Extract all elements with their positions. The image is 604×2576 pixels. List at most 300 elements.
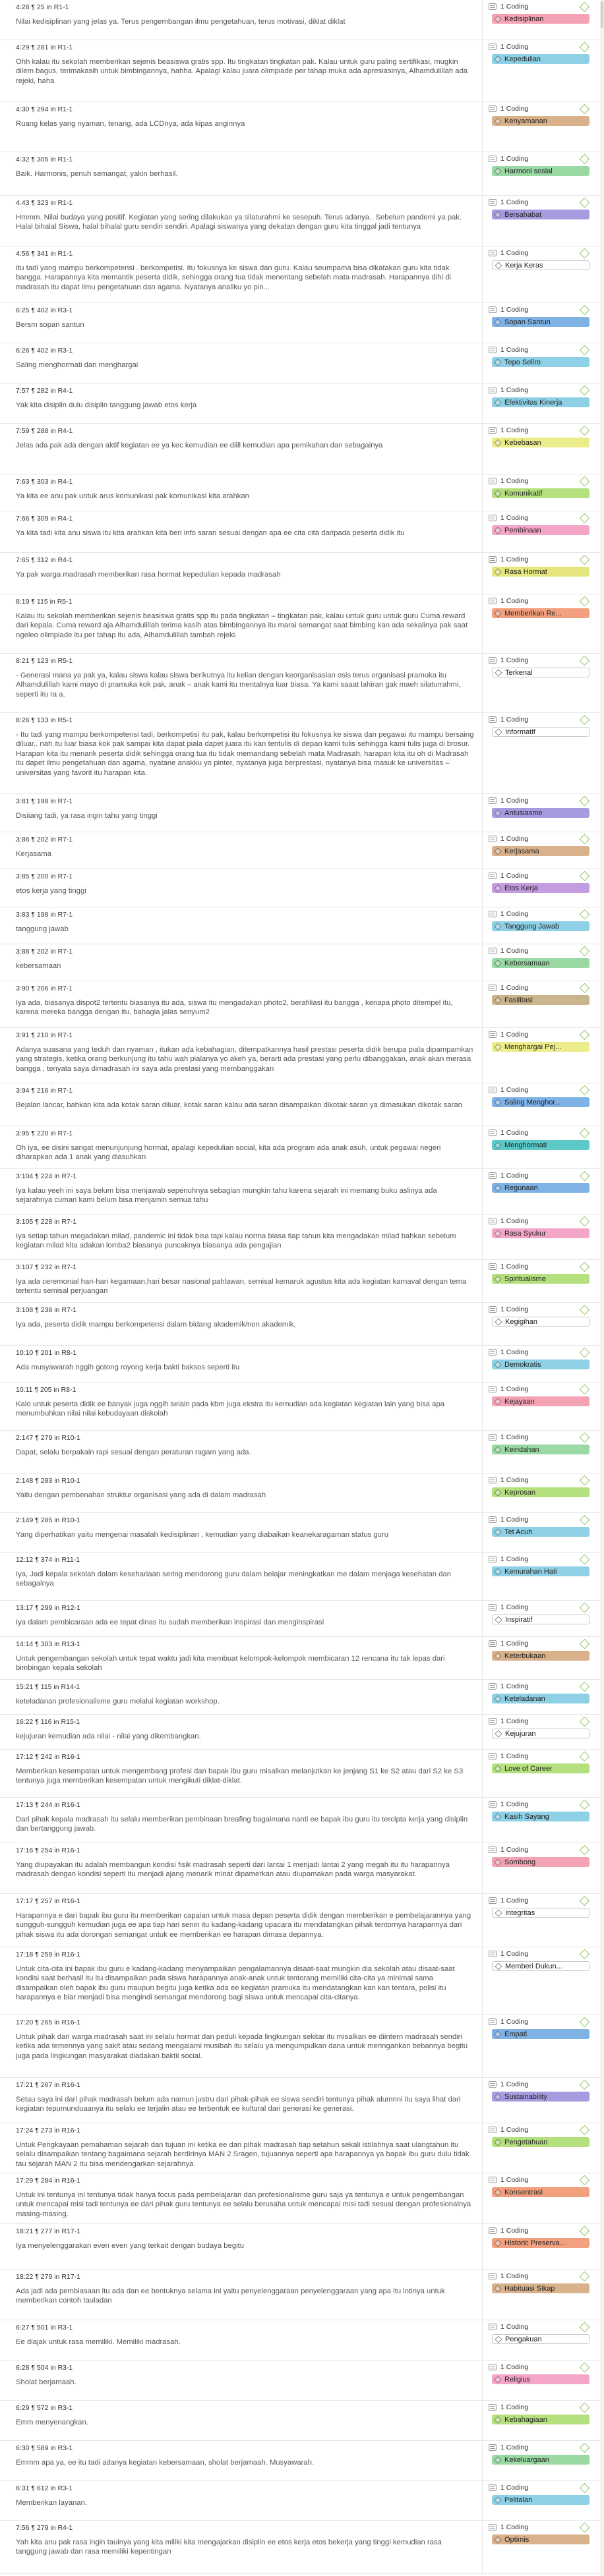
quotation-document[interactable]: R1-1 [57,43,73,51]
quotation-meta [16,1555,474,1564]
quotation-document[interactable]: R4-1 [57,2524,73,2532]
quotation-row[interactable] [0,2320,604,2361]
code-tag-label: Tanggung Jawab [504,922,560,930]
code-diamond-icon[interactable] [580,1216,590,1227]
quotation-document[interactable]: R14-1 [61,1683,80,1691]
code-tag[interactable] [492,1445,589,1454]
code-diamond-icon[interactable] [580,42,590,53]
code-tag[interactable] [492,2092,589,2102]
code-marker-icon [495,670,501,675]
code-diamond-icon[interactable] [580,305,590,316]
code-tag[interactable] [492,1857,589,1867]
code-diamond-icon[interactable] [580,2483,590,2494]
code-diamond-icon[interactable] [580,656,590,666]
code-diamond-icon[interactable] [580,1433,590,1443]
code-tag[interactable] [492,1566,589,1576]
code-diamond-icon[interactable] [580,476,590,487]
quotation-row[interactable] [0,2481,604,2521]
coding-column [482,1750,595,1797]
quotation-row[interactable] [0,384,604,424]
coding-column [482,384,595,423]
coding-count [489,2403,591,2412]
code-diamond-icon[interactable] [580,796,590,807]
quotation-document[interactable]: R1-1 [53,3,69,11]
quotation-document[interactable]: R1-1 [57,250,73,258]
quotation-document[interactable]: R7-1 [61,1172,77,1180]
quotation-row[interactable] [0,1474,604,1513]
quotation-row[interactable] [0,0,604,40]
quotation-row[interactable] [0,981,604,1028]
quotation-row[interactable] [0,907,604,944]
quotation-row[interactable] [0,794,604,832]
quotation-text: Iya ada, peserta didik mampu berkompetensi dalam bidang akademik/non akademik, [16,1321,296,1329]
quotation-document[interactable]: R17-1 [61,2227,80,2235]
code-diamond-icon[interactable] [580,983,590,994]
code-diamond-icon[interactable] [580,154,590,165]
quotation-in-label: in [54,1604,60,1612]
code-diamond-icon[interactable] [580,2,590,13]
quotation-row[interactable] [0,2270,604,2320]
quotation-row[interactable] [0,1680,604,1715]
code-tag[interactable] [492,921,589,931]
code-tag[interactable] [492,1396,589,1406]
code-diamond-icon[interactable] [580,2443,590,2453]
code-diamond-icon[interactable] [580,1305,590,1315]
quotation-meta [16,1897,474,1906]
coding-column [482,2481,595,2520]
code-tag-label: Kedisiplinan [504,14,544,23]
code-tag[interactable] [492,1527,589,1537]
code-diamond-icon[interactable] [580,386,590,396]
quotation-document[interactable]: R11-1 [61,1556,80,1564]
quotation-position: ¶ 198 [31,797,49,805]
quotation-document[interactable]: R7-1 [57,911,73,919]
code-diamond-icon[interactable] [580,2272,590,2282]
code-tag[interactable] [492,1042,589,1052]
code-diamond-icon[interactable] [580,2403,590,2413]
quotation-row[interactable] [0,1750,604,1798]
quotation-document[interactable]: R16-1 [61,1801,80,1809]
code-diamond-icon[interactable] [580,1171,590,1182]
code-tag-label: Fasilitasi [504,996,533,1004]
code-tag[interactable] [492,1228,589,1238]
coding-column [482,1894,595,1947]
quotation-content [16,1947,474,2003]
quotation-row[interactable] [0,1126,604,1169]
quotation-row[interactable] [0,713,604,794]
quotation-row[interactable] [0,2015,604,2078]
code-tag[interactable] [492,2455,589,2465]
quotation-document[interactable]: R15-1 [61,1718,80,1726]
quotation-row[interactable] [0,1346,604,1383]
code-tag[interactable] [492,438,589,447]
code-diamond-icon[interactable] [580,1085,590,1096]
code-tag[interactable] [492,2283,589,2293]
quotation-row[interactable] [0,1169,604,1215]
quotation-document[interactable]: R10-1 [61,1516,80,1524]
coding-count [489,555,591,564]
quotation-meta [16,1031,474,1040]
quotation-document[interactable]: R4-1 [57,556,73,564]
quotation-row[interactable] [0,1260,604,1303]
code-tag[interactable] [492,1274,589,1284]
quotation-meta [16,835,474,844]
code-diamond-icon[interactable] [580,1128,590,1139]
coding-column [482,40,595,101]
code-diamond-icon[interactable] [580,2175,590,2186]
code-tag[interactable] [492,2495,589,2505]
quotation-row[interactable] [0,832,604,869]
vertical-scrollbar[interactable] [600,0,604,2576]
quotation-document[interactable]: R5-1 [57,657,73,665]
quotation-id: 6:28 [16,2364,30,2372]
quotation-document[interactable]: R7-1 [57,1031,73,1039]
code-diamond-icon[interactable] [580,596,590,607]
code-tag[interactable] [492,488,589,498]
code-diamond-icon[interactable] [580,909,590,920]
coding-count [489,2483,591,2492]
code-tag-label: Kebebasan [504,438,541,447]
quotation-document[interactable]: R4-1 [57,427,73,435]
quotation-position: ¶ 220 [31,1130,49,1137]
quotation-row[interactable] [0,1431,604,1474]
code-diamond-icon[interactable] [580,715,590,726]
code-diamond-icon[interactable] [580,1475,590,1486]
quotation-in-label: in [54,2081,60,2089]
code-tag[interactable] [492,1763,589,1773]
coding-count-label: 1 Coding [500,1516,529,1524]
quotation-text: Oh iya, ee disini sangat menunjunjung hormat, apalagi kepedulian social, kita ada program ada anak asuh, untuk pegawai negeri diharapkan ada 1 anak yang diasuhkan [16,1144,441,1162]
quotation-text: Kerjasama [16,850,51,858]
quotation-document[interactable]: R8-1 [61,1386,76,1394]
quotation-id: 7:56 [16,2524,30,2532]
code-list-icon [489,1477,497,1483]
code-tag[interactable] [492,54,589,64]
code-tag[interactable] [492,1360,589,1369]
quotation-row[interactable] [0,152,604,196]
quotation-document[interactable]: R3-1 [57,306,73,314]
code-diamond-icon[interactable] [580,1800,590,1810]
code-diamond-icon[interactable] [580,555,590,565]
code-tag[interactable] [492,1908,589,1918]
quotation-document[interactable]: R7-1 [61,1218,77,1226]
quotation-row[interactable] [0,594,604,654]
quotation-document[interactable]: R3-1 [57,347,73,355]
code-tag-label: Sopan Santun [504,318,551,326]
quotation-document[interactable]: R16-1 [61,2177,80,2185]
code-tag[interactable] [492,525,589,535]
code-marker-icon [495,885,500,891]
code-tag[interactable] [492,1694,589,1703]
quotation-row[interactable] [0,2224,604,2270]
quotation-document[interactable]: R7-1 [61,1306,77,1314]
quotation-row[interactable] [0,2441,604,2481]
quotation-row[interactable] [0,944,604,981]
code-marker-icon [495,1765,500,1771]
quotation-row[interactable] [0,102,604,152]
quotation-in-label: in [53,1683,59,1691]
code-diamond-icon[interactable] [580,1845,590,1856]
code-list-icon [489,1897,497,1904]
code-tag[interactable] [492,2374,589,2384]
quotation-document[interactable]: R7-1 [57,948,73,956]
quotation-document[interactable]: R3-1 [57,2444,73,2452]
quotation-document[interactable]: R8-1 [61,1349,77,1357]
code-diamond-icon[interactable] [580,2125,590,2136]
quotation-document[interactable]: R3-1 [57,2404,73,2412]
quotation-row[interactable] [0,2401,604,2441]
code-diamond-icon[interactable] [580,1030,590,1041]
code-tag-label: Regunaan [504,1184,538,1192]
code-diamond-icon[interactable] [580,1385,590,1395]
code-tag[interactable] [492,727,589,737]
quotation-in-label: in [50,2444,56,2452]
quotation-row[interactable] [0,2173,604,2224]
code-tag[interactable] [492,1317,589,1327]
quotation-row[interactable] [0,2123,604,2173]
code-diamond-icon[interactable] [580,248,590,259]
quotation-row[interactable] [0,2361,604,2401]
quotation-row[interactable] [0,553,604,594]
coding-count-label: 1 Coding [500,1800,529,1808]
quotation-row[interactable] [0,1947,604,2015]
quotation-document[interactable]: R7-1 [57,985,73,992]
code-tag[interactable] [492,1961,589,1971]
code-diamond-icon[interactable] [580,1896,590,1906]
quotation-content [16,944,474,971]
coding-count-label: 1 Coding [500,1603,529,1611]
coding-count [489,386,591,395]
code-tag[interactable] [492,1183,589,1193]
quotation-document[interactable]: R5-1 [57,598,73,606]
quotation-row[interactable] [0,1637,604,1680]
code-diamond-icon[interactable] [580,1949,590,1960]
code-diamond-icon[interactable] [580,871,590,882]
code-tag[interactable] [492,1097,589,1107]
code-tag[interactable] [492,116,589,126]
quotation-row[interactable] [0,1028,604,1083]
quotation-document[interactable]: R3-1 [57,2324,73,2332]
coding-count [489,1171,591,1180]
quotation-document[interactable]: R16-1 [61,1846,80,1854]
code-tag[interactable] [492,883,589,893]
code-list-icon [489,2324,497,2330]
quotation-document[interactable]: R4-1 [57,387,73,395]
quotation-row[interactable] [0,1798,604,1843]
quotation-position: ¶ 200 [31,873,49,880]
quotation-id: 3:83 [16,911,30,919]
code-tag[interactable] [492,2534,589,2544]
quotation-document[interactable]: R7-1 [57,797,73,805]
quotation-document[interactable]: R7-1 [61,1263,77,1271]
code-diamond-icon[interactable] [580,2017,590,2028]
quotation-in-label: in [54,1306,60,1314]
code-marker-icon [495,1276,500,1282]
quotation-row[interactable] [0,511,604,553]
code-diamond-icon[interactable] [580,946,590,957]
quotation-row[interactable] [0,1843,604,1894]
code-diamond-icon[interactable] [580,345,590,356]
code-diamond-icon[interactable] [580,2523,590,2533]
quotation-id: 7:66 [16,515,30,523]
quotation-document[interactable]: R17-1 [61,2273,80,2281]
coding-count-label: 1 Coding [500,1433,529,1441]
coding-count-label: 1 Coding [500,716,529,724]
coding-count [489,834,591,844]
quotation-text: Untuk Pengkayaan pemahaman sejarah dan tujuan ini ketika ee dari pihak madrasah tiap setahun sekali istilahnya saat ulangtahun itu selalu disampaikan tentang bagaimana sejarah berdirinya MAN 2 Sragen, tujuannya seperti apa harapannya ya bapak ibu guru dulu tidak tau sejarah MAN 2 itu bisa mendengarkan sejarahnya. [16,2141,469,2168]
code-diamond-icon[interactable] [580,2226,590,2237]
code-tag-label: Empati [504,2030,528,2038]
quotation-row[interactable] [0,1513,604,1553]
quotation-text: Iya menyelenggarakan even even yang terkait dengan budaya begitu [16,2242,245,2250]
quotation-position: ¶ 206 [31,985,49,992]
code-list-icon [489,156,497,162]
code-diamond-icon[interactable] [580,513,590,524]
scrollbar-thumb[interactable] [601,1,603,28]
code-marker-icon [495,1696,500,1702]
code-tag[interactable] [492,14,589,24]
code-tag[interactable] [492,2187,589,2197]
quotation-row[interactable] [0,474,604,511]
code-diamond-icon[interactable] [580,1515,590,1526]
quotation-document[interactable]: R5-1 [57,716,73,724]
quotation-meta [16,477,474,486]
code-tag[interactable] [492,567,589,577]
coding-count-label: 1 Coding [500,2176,529,2184]
quotation-row[interactable] [0,2521,604,2574]
quotation-text: - Generasi mana ya pak ya, kalau siswa kalau siswa berikutnya itu kelian dengan keorganisasian osis terus organisasi pramuka itu Alhamdulillah kami mayo di pramuka kok pak, anak – anak kami itu mentalnya luar biasa. Ya kami saaat lahiran gak maeh silaturrahmi, seperti itu ra a. [16,672,461,699]
quotation-row[interactable] [0,1083,604,1126]
code-tag[interactable] [492,166,589,176]
coding-count [489,1030,591,1039]
coding-column [482,1215,595,1259]
code-diamond-icon[interactable] [580,834,590,845]
code-diamond-icon[interactable] [580,1717,590,1727]
code-tag[interactable] [492,808,589,818]
code-diamond-icon[interactable] [580,426,590,436]
quotation-document[interactable]: R1-1 [57,156,73,163]
code-tag[interactable] [492,2137,589,2147]
code-tag-label: Antusiasme [504,809,543,817]
quotation-row[interactable] [0,246,604,303]
code-tag[interactable] [492,2415,589,2424]
quotation-document[interactable]: R3-1 [57,2364,73,2372]
code-tag-label: Kasih Sayang [504,1812,549,1821]
code-diamond-icon[interactable] [580,1639,590,1649]
quotation-document[interactable]: R12-1 [61,1604,80,1612]
quotation-document[interactable]: R7-1 [57,1087,73,1095]
quotation-row[interactable] [0,343,604,384]
quotation-document[interactable]: R3-1 [57,2484,73,2492]
quotation-row[interactable] [0,1383,604,1431]
code-tag[interactable] [492,1615,589,1624]
code-tag[interactable] [492,1729,589,1738]
coding-count-label: 1 Coding [500,3,529,11]
code-marker-icon [495,168,500,174]
quotation-document[interactable]: R16-1 [61,2127,80,2134]
quotation-row[interactable] [0,1715,604,1750]
quotation-row[interactable] [0,1601,604,1637]
coding-count [489,983,591,992]
quotation-document[interactable]: R4-1 [57,478,73,486]
quotation-document[interactable]: R16-1 [61,2081,80,2089]
quotation-document[interactable]: R16-1 [61,1753,80,1761]
code-tag[interactable] [492,2238,589,2248]
code-diamond-icon[interactable] [580,2362,590,2373]
quotation-document[interactable]: R7-1 [57,1130,73,1137]
coding-count [489,1262,591,1271]
quotation-text: Bersm sopan santun [16,321,84,329]
code-diamond-icon[interactable] [580,1555,590,1565]
quotation-row[interactable] [0,1894,604,1947]
quotation-row[interactable] [0,2078,604,2123]
quotation-document[interactable]: R4-1 [57,515,73,523]
code-diamond-icon[interactable] [580,1682,590,1692]
code-diamond-icon[interactable] [580,198,590,208]
coding-column [482,2441,595,2480]
quotation-position: ¶ 254 [35,1846,53,1854]
code-tag[interactable] [492,397,589,407]
code-tag[interactable] [492,958,589,968]
code-tag[interactable] [492,357,589,367]
quotation-document[interactable]: R16-1 [61,2018,80,2026]
quotation-row[interactable] [0,1303,604,1346]
code-tag[interactable] [492,668,589,677]
code-diamond-icon[interactable] [580,104,590,115]
quotation-document[interactable]: R16-1 [61,1951,80,1959]
code-diamond-icon[interactable] [580,2322,590,2333]
quotation-row[interactable] [0,424,604,474]
code-tag[interactable] [492,260,589,270]
code-tag[interactable] [492,317,589,327]
quotation-row[interactable] [0,1215,604,1260]
code-marker-icon [495,16,500,22]
code-tag[interactable] [492,995,589,1005]
code-diamond-icon[interactable] [580,1262,590,1273]
quotation-document[interactable]: R10-1 [61,1477,80,1485]
quotation-row[interactable] [0,303,604,343]
code-list-icon [489,2404,497,2411]
code-tag[interactable] [492,1651,589,1661]
code-tag[interactable] [492,1140,589,1150]
quotation-document[interactable]: R10-1 [61,1434,80,1442]
quotation-document[interactable]: R7-1 [57,836,73,844]
quotation-document[interactable]: R7-1 [57,873,73,880]
quotation-row[interactable] [0,869,604,907]
coding-count-label: 1 Coding [500,597,529,605]
quotation-row[interactable] [0,40,604,102]
quotation-text: Iya dalam pembicaraan ada ee tepat dinas itu sudah memberikan inspirasi dan menginspirasi [16,1618,324,1626]
code-diamond-icon[interactable] [580,2080,590,2090]
code-tag[interactable] [492,2334,589,2344]
quotation-document[interactable]: R1-1 [57,199,73,207]
code-tag[interactable] [492,1812,589,1821]
quotation-document[interactable]: R13-1 [61,1640,80,1648]
code-tag[interactable] [492,2029,589,2039]
quotation-row[interactable] [0,196,604,246]
quotation-document[interactable]: R16-1 [61,1897,80,1905]
quotation-row[interactable] [0,654,604,713]
code-diamond-icon[interactable] [580,1603,590,1613]
code-tag[interactable] [492,1487,589,1497]
code-diamond-icon[interactable] [580,1752,590,1762]
code-tag[interactable] [492,846,589,856]
code-diamond-icon[interactable] [580,1348,590,1358]
quotation-document[interactable]: R1-1 [57,105,73,113]
code-tag[interactable] [492,210,589,219]
code-tag[interactable] [492,608,589,618]
quotation-row[interactable] [0,1553,604,1601]
